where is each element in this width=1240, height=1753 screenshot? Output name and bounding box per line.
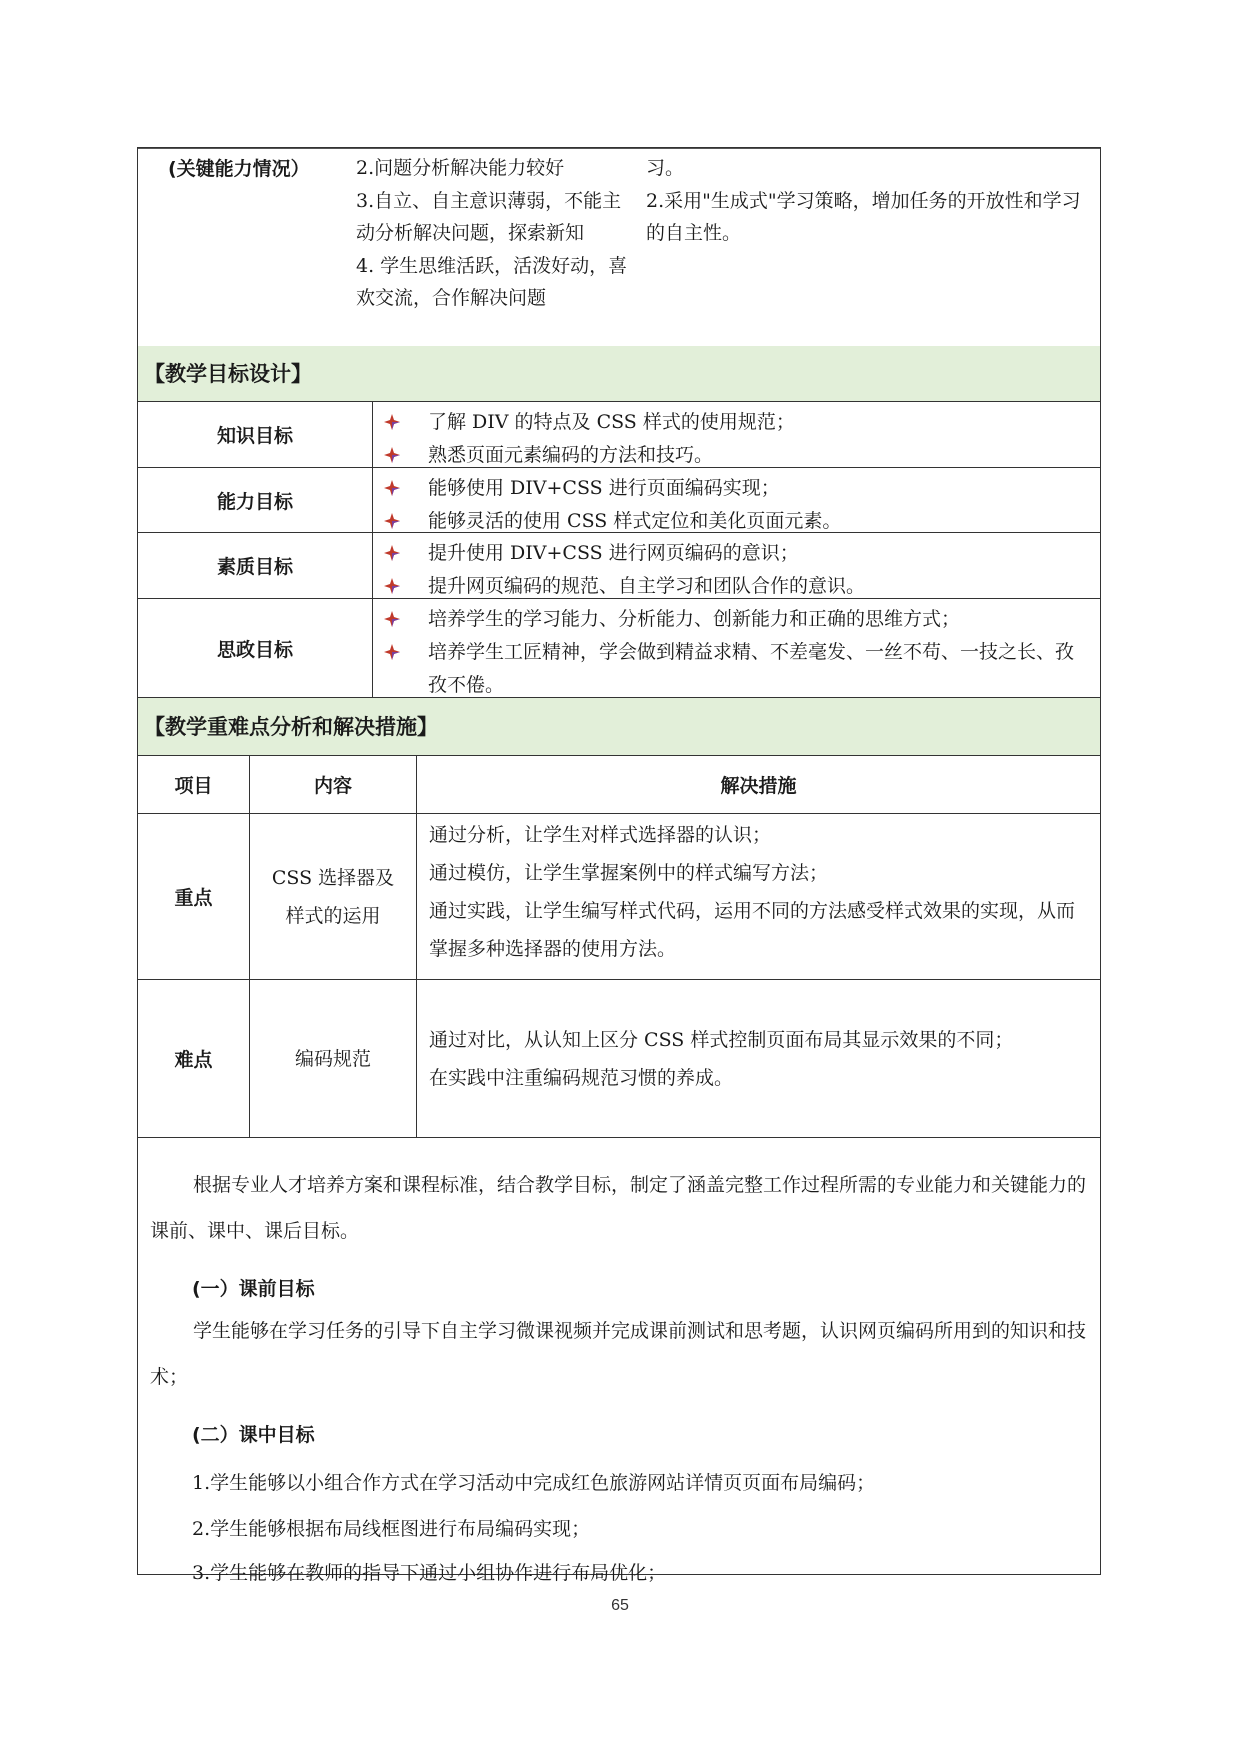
strategy-item: 习。 [646,157,685,179]
column-header: 项目 [138,756,250,813]
in-class-item: 1.学生能够以小组合作方式在学习活动中完成红色旅游网站详情页页面布局编码； [192,1472,876,1494]
objective-text: 能够灵活的使用 CSS 样式定位和美化页面元素。 [428,510,842,532]
objective-name: 素质目标 [138,533,373,598]
objective-text: 提升使用 DIV+CSS 进行网页编码的意识； [428,542,799,564]
objective-item [384,472,1092,505]
objective-text: 能够使用 DIV+CSS 进行页面编码实现； [428,477,780,499]
analysis-item: 4. 学生思维活跃，活泼好动，喜欢交流，合作解决问题 [356,254,628,309]
bullet-icon [384,644,400,660]
objective-item [384,603,1092,636]
pre-class-text: 学生能够在学习任务的引导下自主学习微课视频并完成课前测试和思考题，认识网页编码所用到的知识和技术； [150,1320,1087,1388]
measure-item: 通过实践，让学生编写样式代码，运用不同的方法感受样式效果的实现，从而掌握多种选择器的使用方法。 [429,900,1076,960]
objective-text: 了解 DIV 的特点及 CSS 样式的使用规范； [428,411,795,433]
bullet-icon [384,480,400,496]
pre-class-title: (一）课前目标 [192,1278,315,1300]
row-measures [417,980,1100,1137]
bullet-icon [384,545,400,561]
objective-name: 知识目标 [138,402,373,467]
row-measures [417,814,1100,979]
measure-list [417,1021,1025,1097]
row-content-cell [250,980,417,1137]
objective-row [138,599,1100,698]
objective-items [384,537,1092,603]
column-header: 解决措施 [720,775,797,797]
measure-item: 通过对比，从认知上区分 CSS 样式控制页面布局其显示效果的不同； [429,1028,1014,1051]
strategy-item: 2.采用"生成式"学习策略，增加任务的开放性和学习的自主性。 [646,189,1081,244]
divider [138,148,1100,149]
row-content: 编码规范 [294,1047,371,1070]
analysis-item: 2.问题分析解决能力较好 [356,157,565,179]
objective-name: 思政目标 [138,599,373,697]
section-title-objectives: 【教学目标设计】 [138,346,1100,402]
objective-text: 培养学生的学习能力、分析能力、创新能力和正确的思维方式； [428,608,961,630]
objective-item [384,406,1092,439]
bullet-icon [384,578,400,594]
measure-item: 在实践中注重编码规范习惯的养成。 [429,1066,734,1089]
in-class-item: 2.学生能够根据布局线框图进行布局编码实现； [192,1518,591,1540]
row-item: 重点 [138,814,250,979]
in-class-title: (二）课中目标 [192,1424,315,1446]
table-row [138,814,1100,980]
key-ability-label: (关键能力情况） [168,158,310,180]
in-class-item: 3.学生能够在教师的指导下通过小组协作进行布局优化； [192,1562,667,1584]
intro-paragraph: 根据专业人才培养方案和课程标准，结合教学目标，制定了涵盖完整工作过程所需的专业能力和关键能力的课前、课中、课后目标。 [150,1174,1087,1242]
analysis-item: 3.自立、自主意识薄弱，不能主动分析解决问题，探索新知 [356,189,622,244]
strategy-column [646,152,1086,250]
objective-text: 熟悉页面元素编码的方法和技巧。 [428,444,714,466]
student-analysis-column [356,152,628,315]
measure-item: 通过分析，让学生对样式选择器的认识； [429,824,772,846]
objective-item [384,636,1092,702]
measure-item: 通过模仿，让学生掌握案例中的样式编写方法； [429,862,829,884]
measure-list [417,814,1100,968]
objective-items [384,406,1092,472]
table-row [138,980,1100,1138]
objective-name: 能力目标 [138,468,373,532]
objective-row [138,468,1100,533]
objective-text: 提升网页编码的规范、自主学习和团队合作的意识。 [428,575,866,597]
objective-item [384,537,1092,570]
table-header-row [138,756,1100,814]
column-header: 内容 [250,756,417,813]
objective-items [384,472,1092,538]
bullet-icon [384,447,400,463]
objective-row [138,402,1100,468]
row-item: 难点 [138,980,250,1137]
row-content-cell [250,814,417,979]
bullet-icon [384,611,400,627]
row-content: CSS 选择器及样式的运用 [271,866,395,927]
objective-items [384,603,1092,702]
bullet-icon [384,414,400,430]
bullet-icon [384,513,400,529]
key-ability-section [138,148,1100,347]
objective-row [138,533,1100,599]
document-frame [137,147,1101,1584]
section-title-key-points: 【教学重难点分析和解决措施】 [138,698,1100,756]
page-number: 65 [611,1597,629,1614]
objective-text: 培养学生工匠精神，学会做到精益求精、不差毫发、一丝不苟、一技之长、孜孜不倦。 [428,641,1075,696]
